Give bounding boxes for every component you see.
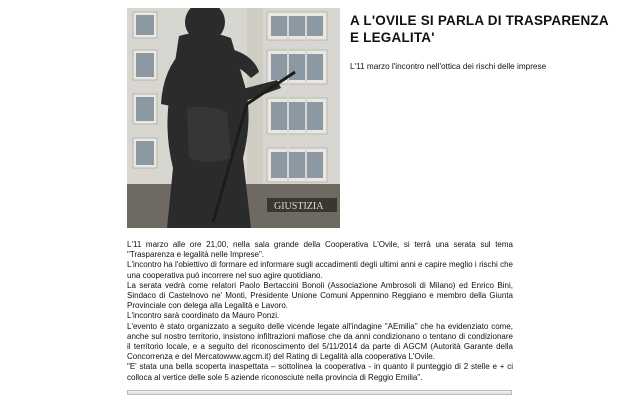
article-paragraph: L'11 marzo alle ore 21,00, nella sala grande della Cooperativa L'Ovile, si terrà una serata sul tema "Trasparenza e legalità nelle Imprese". xyxy=(127,240,513,260)
article-paragraph: L'incontro ha l'obiettivo di formare ed informare sugli accadimenti degli ultimi anni e capire meglio i rischi che una cooperativa può incorrere nel suo agire quotidiano. xyxy=(127,260,513,280)
justice-statue-image xyxy=(127,8,340,228)
photo-sign-text: GIUSTIZIA xyxy=(274,201,324,212)
article-headline: A L'OVILE SI PARLA DI TRASPARENZA E LEGALITA' xyxy=(350,13,609,45)
article-photo xyxy=(127,8,340,228)
article-paragraph: La serata vedrà come relatori Paolo Bertaccini Bonoli (Associazione Ambrosoli di Milano) ed Enrico Bini, Sindaco di Castelnovo ne' Monti, Presidente Unione Comuni Appennino Reggiano e membro della Giunta Provinciale con delega alla Legalità e Lavoro. xyxy=(127,280,513,311)
article-subtitle: L'11 marzo l'incontro nell'ottica dei rischi delle imprese xyxy=(350,62,547,71)
article-paragraph: L'incontro sarà coordinato da Mauro Ponzi. xyxy=(127,311,280,321)
article-body xyxy=(127,240,513,383)
article-paragraph: L'evento è stato organizzato a seguito delle vicende legate all'indagine "AEmilia" che ha evidenziato come, anche sul nostro territorio, insistono infiltrazioni mafiose che da anni condizionano o tentano di condizionare il territorio locale, e a seguito del riconoscimento del 5/11/2014 da parte di AGCM (Autorità Garante della Concorrenza e del Mercatowww.agcm.it) del Rating di Legalità alla cooperativa L'Ovile. xyxy=(127,321,513,362)
article-paragraph: "E' stata una bella scoperta inaspettata – sottolinea la cooperativa - in quanto il punteggio di 2 stelle e + ci colloca al vertice delle sole 5 aziende riconosciute nella provincia di Reggio Emilia". xyxy=(127,362,513,382)
horizontal-scrollbar[interactable] xyxy=(127,390,512,395)
